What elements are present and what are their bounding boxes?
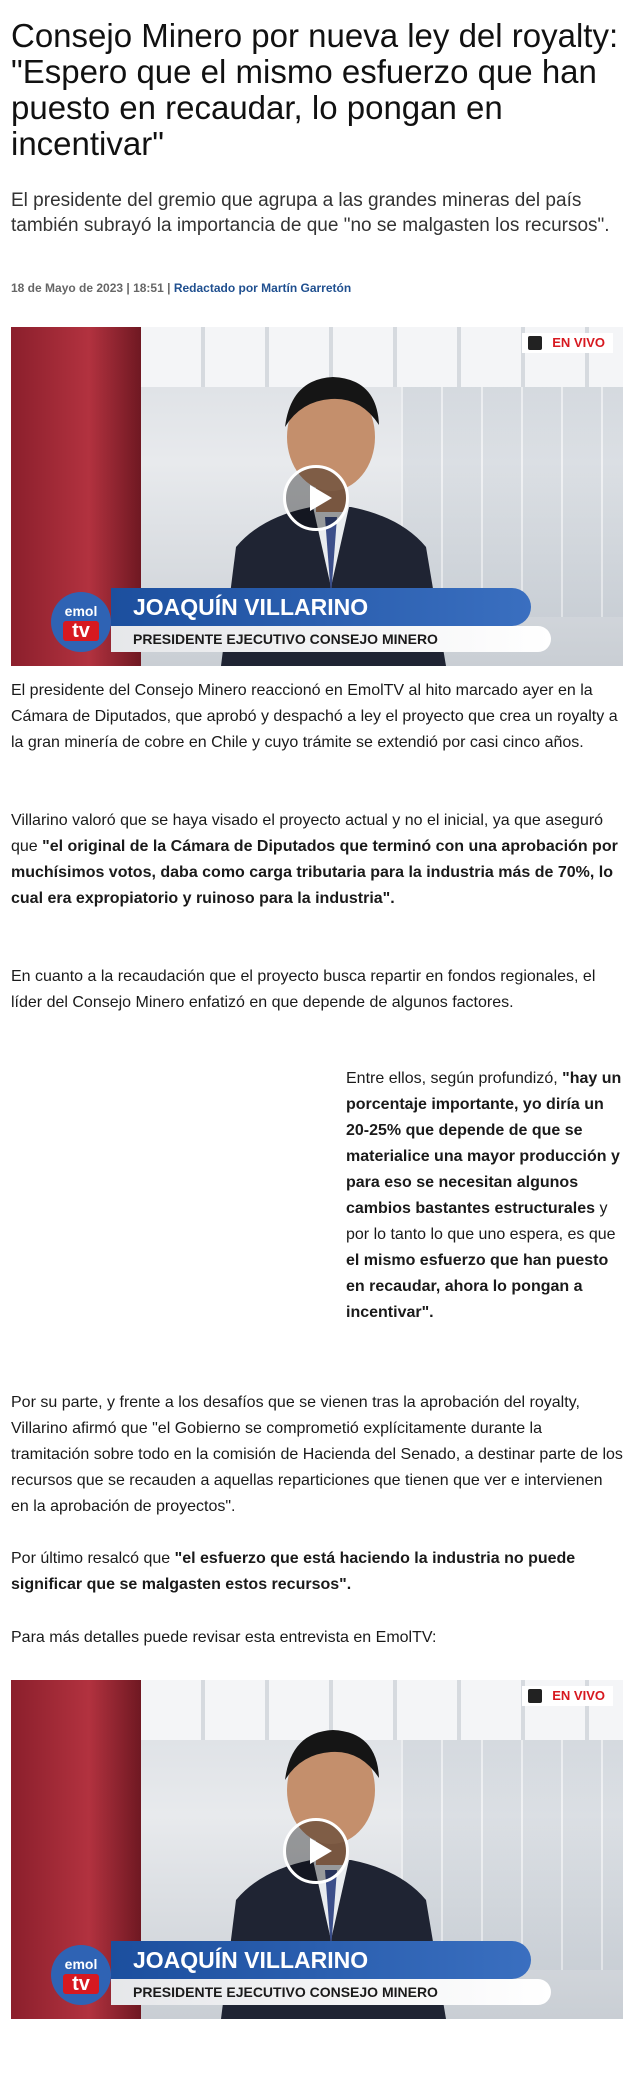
lower-third-name: JOAQUÍN VILLARINO — [111, 1941, 531, 1979]
play-button[interactable] — [283, 1818, 349, 1884]
article-headline: Consejo Minero por nueva ley del royalty: "Espero que el mismo esfuerzo que han puesto en recaudar, lo pongan en incentivar" — [11, 17, 619, 162]
body-paragraph-2 — [11, 808, 623, 912]
emoltv-logo-top: emol — [64, 1956, 98, 1972]
body-paragraph-5-lead: Por último resalcó que — [11, 1550, 175, 1567]
side-quote-bold-1: "hay un porcentaje importante, yo diría un 20-25% que depende de que se materialice una mayor producción y para eso se necesitan algunos cambios bastantes estructurales — [346, 1070, 622, 1217]
emoltv-logo-bottom: tv — [63, 1974, 99, 1994]
body-paragraph-1: El presidente del Consejo Minero reaccionó en EmolTV al hito marcado ayer en la Cámara de Diputados, que aprobó y despachó a ley el proyecto que crea un royalty a la gran minería de cobre en Chile y cuyo trámite se extendió por casi cinco años. — [11, 682, 618, 751]
live-badge — [522, 1686, 613, 1706]
article-author-link[interactable]: Redactado por Martín Garretón — [173, 281, 352, 295]
live-label: EN VIVO — [552, 1688, 605, 1703]
live-icon — [528, 1689, 542, 1703]
body-paragraph-6: Para más detalles puede revisar esta entrevista en EmolTV: — [11, 1629, 437, 1646]
body-paragraph-2-lead: Villarino valoró que se haya visado el proyecto actual y no el inicial, ya que aseguró que — [11, 812, 604, 855]
lower-third-title: PRESIDENTE EJECUTIVO CONSEJO MINERO — [111, 1979, 551, 2005]
body-paragraph-2-quote: "el original de la Cámara de Diputados que terminó con una aprobación por muchísimos votos, daba como carga tributaria para la industria más de 70%, lo cual era expropiatorio y ruinoso para la industria". — [11, 838, 618, 907]
body-side-quote — [346, 1066, 622, 1326]
lower-third-title: PRESIDENTE EJECUTIVO CONSEJO MINERO — [111, 626, 551, 652]
video-player-top[interactable] — [11, 327, 623, 666]
side-quote-bold-2: el mismo esfuerzo que han puesto en recaudar, ahora lo pongan a incentivar". — [346, 1252, 609, 1321]
emoltv-logo-bottom: tv — [63, 621, 99, 641]
side-quote-lead: Entre ellos, según profundizó, — [346, 1070, 563, 1087]
article-subhead: El presidente del gremio que agrupa a las grandes mineras del país también subrayó la importancia de que "no se malgasten los recursos". — [11, 190, 610, 236]
side-quote-mid: y por lo tanto lo que uno espera, es que — [346, 1200, 616, 1243]
article-date: 18 de Mayo de 2023 | 18:51 | — [11, 281, 171, 295]
body-paragraph-5-quote: "el esfuerzo que está haciendo la industria no puede significar que se malgasten estos recursos". — [11, 1550, 576, 1593]
body-paragraph-4: Por su parte, y frente a los desafíos que se vienen tras la aprobación del royalty, Villarino afirmó que "el Gobierno se comprometió explícitamente durante la tramitación sobre todo en la comisión de Hacienda del Senado, a destinar parte de los recursos que se recauden a aquellas reparticiones que tienen que ver e intervienen en la aprobación de proyectos". — [11, 1394, 623, 1515]
emoltv-logo — [51, 592, 111, 652]
body-paragraph-3: En cuanto a la recaudación que el proyecto busca repartir en fondos regionales, el líder del Consejo Minero enfatizó en que depende de algunos factores. — [11, 968, 596, 1011]
body-paragraph-5 — [11, 1546, 623, 1598]
article-meta — [11, 281, 351, 295]
live-label: EN VIVO — [552, 335, 605, 350]
live-icon — [528, 336, 542, 350]
emoltv-logo-top: emol — [64, 603, 98, 619]
live-badge — [522, 333, 613, 353]
emoltv-logo — [51, 1945, 111, 2005]
play-button[interactable] — [283, 465, 349, 531]
video-player-bottom[interactable] — [11, 1680, 623, 2019]
lower-third-name: JOAQUÍN VILLARINO — [111, 588, 531, 626]
